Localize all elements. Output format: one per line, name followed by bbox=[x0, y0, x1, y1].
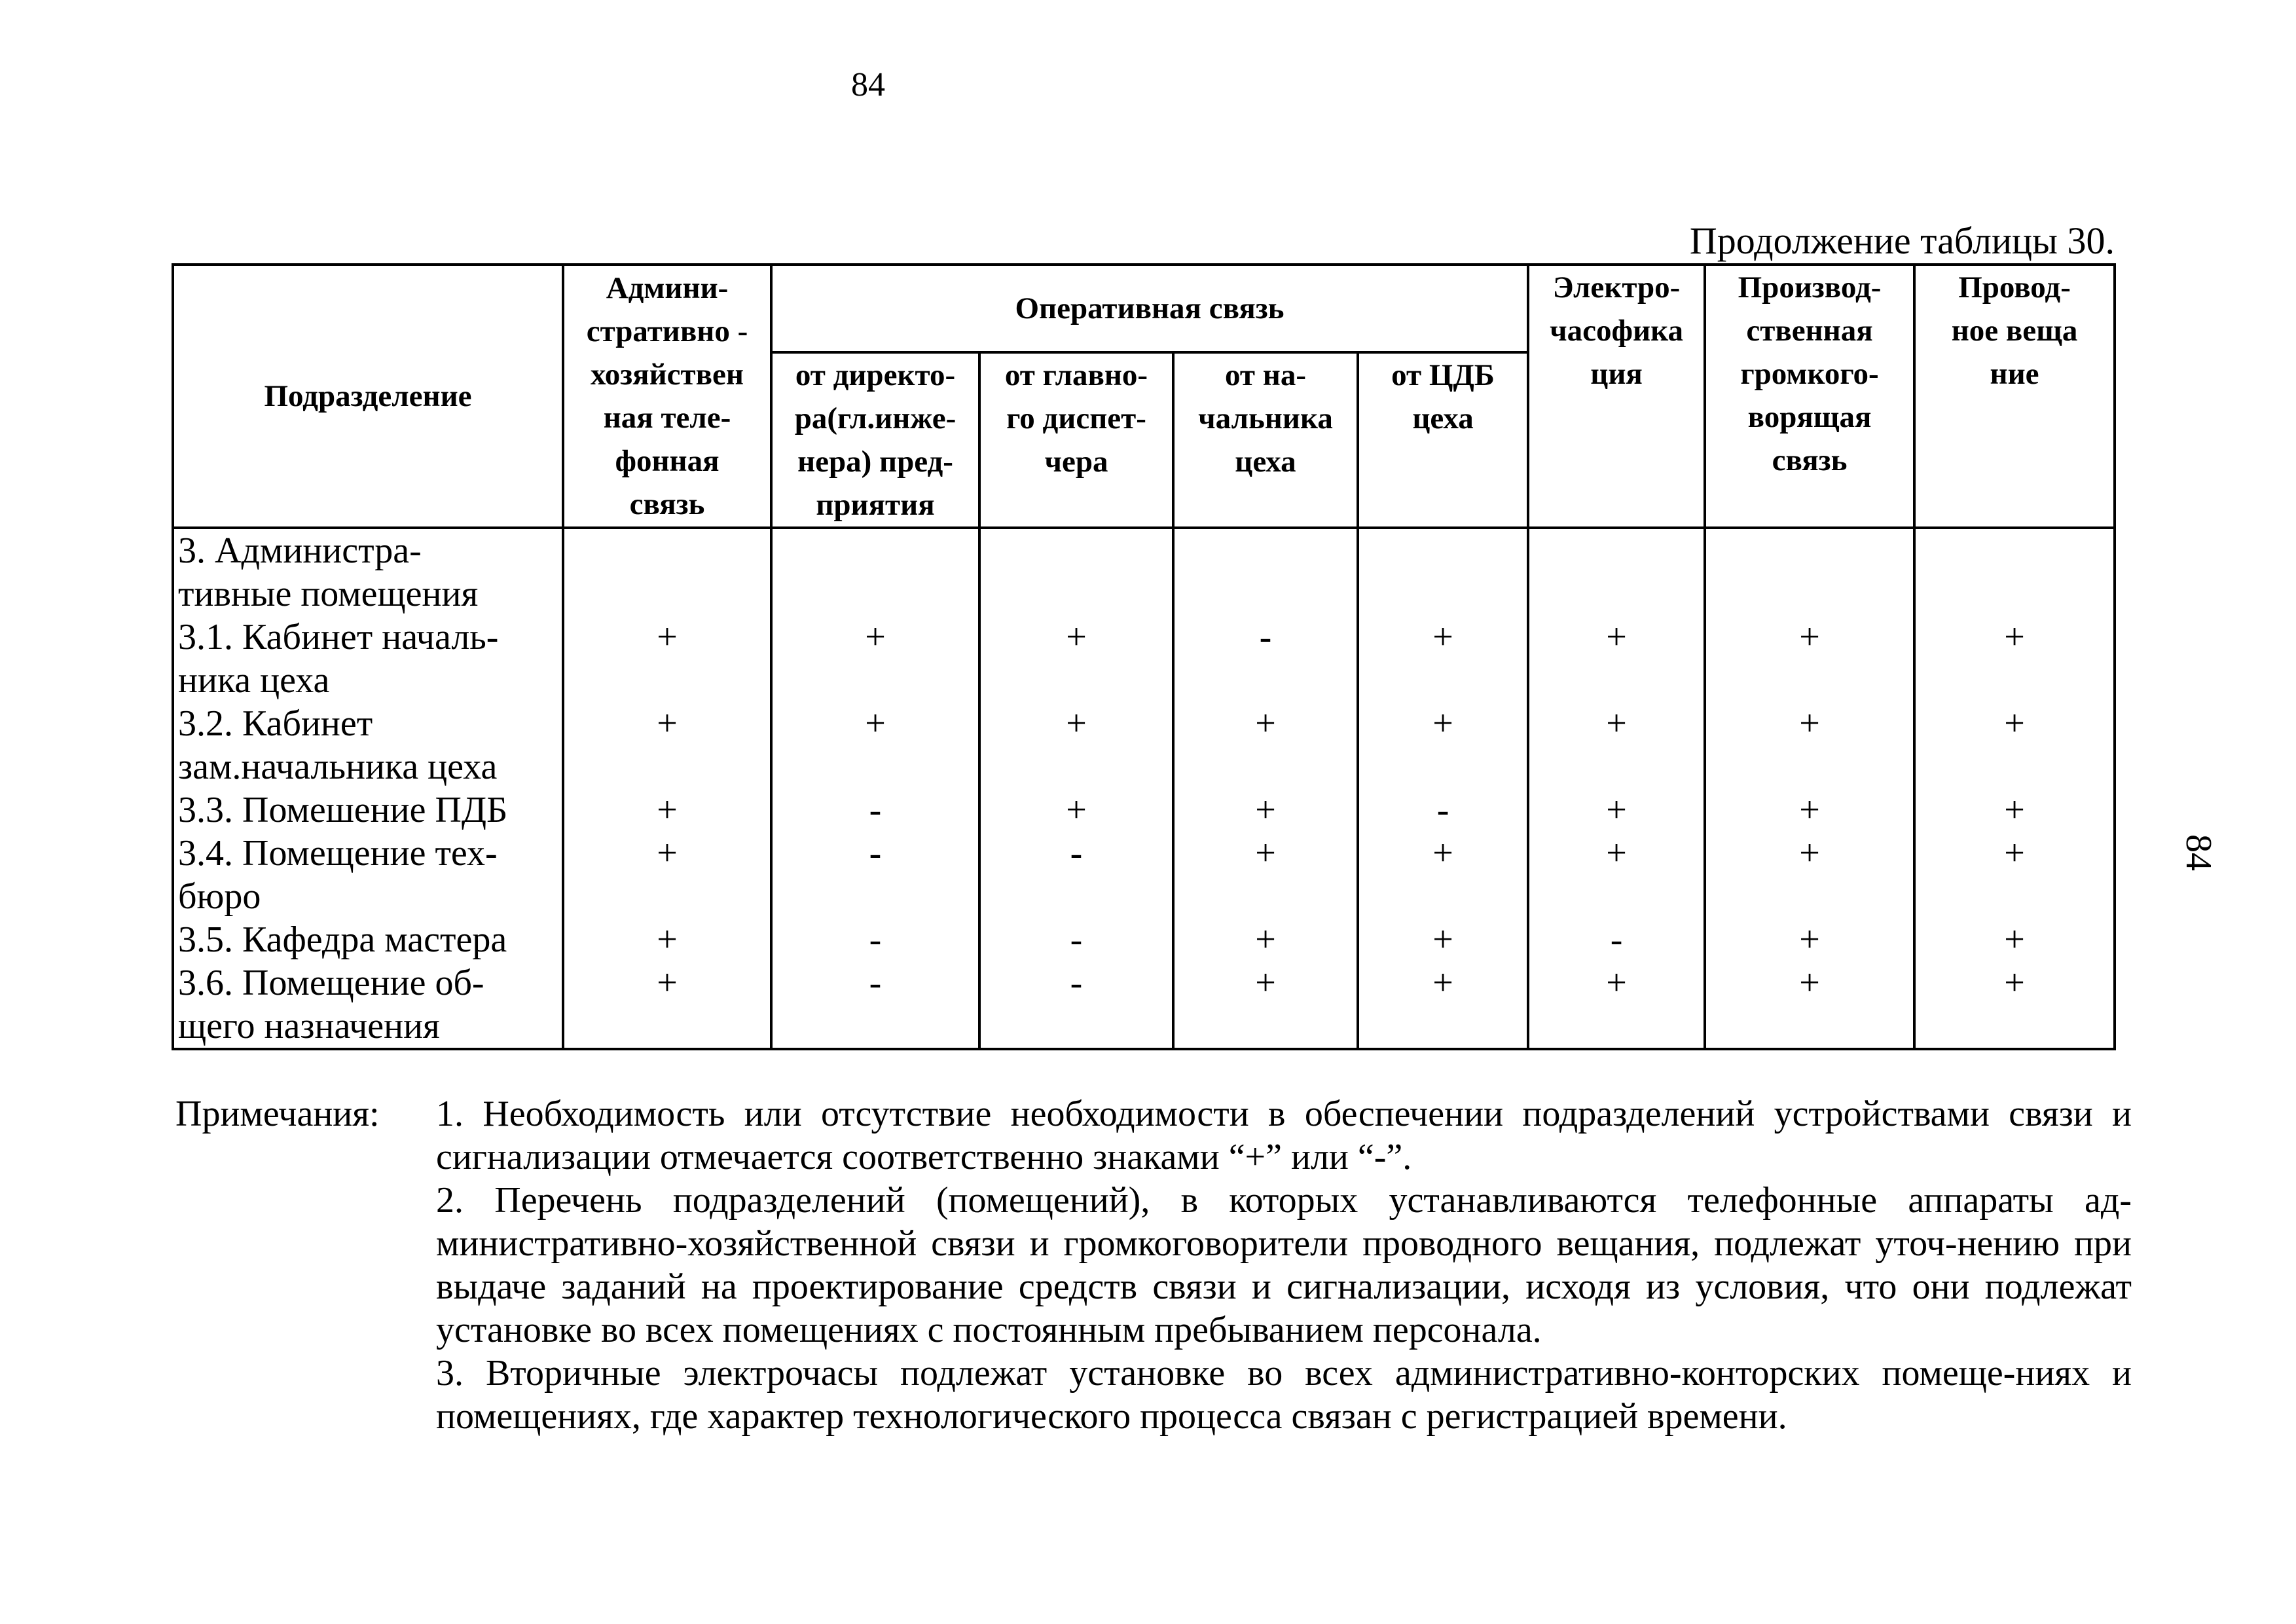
cell-value: + bbox=[563, 832, 771, 918]
row-name: 3.4. Помещение тех- бюро bbox=[173, 832, 563, 918]
row-name: 3.3. Помешение ПДБ bbox=[173, 788, 563, 832]
cell-value: + bbox=[1173, 832, 1358, 918]
cell-value: + bbox=[1173, 702, 1358, 788]
table-row bbox=[173, 788, 2115, 832]
cell-value: + bbox=[1705, 528, 1914, 702]
cell-value: + bbox=[1705, 832, 1914, 918]
notes-label: Примечания: bbox=[175, 1094, 380, 1134]
row-name: 3. Администра- тивные помещения 3.1. Кабинет началь- ника цеха bbox=[173, 528, 563, 702]
note-item: 2. Перечень подразделений (помещений), в которых устанавливаются телефонные аппараты ад-министративно-хозяйственной связи и громкоговорители проводного вещания, подлежат уточ-нению при выдаче заданий на проектирование средств связи и сигнализации, исходя из условия, что они подлежат установке во всех помещениях с постоянным пребыванием персонала. bbox=[436, 1180, 2132, 1350]
header-op-chief: от на- чальника цеха bbox=[1173, 352, 1358, 528]
note-item: 3. Вторичные электрочасы подлежат установке во всех административно-конторских помеще-ниях и помещениях, где характер технологического процесса связан с регистрацией времени. bbox=[436, 1353, 2132, 1437]
header-wired-broadcast: Провод- ное веща ние bbox=[1914, 265, 2115, 528]
cell-value: + bbox=[1705, 961, 1914, 1049]
header-admin-phone: Админи- стративно - хозяйствен ная теле- фонная связь bbox=[563, 265, 771, 528]
cell-value: - bbox=[1528, 918, 1705, 961]
cell-value: + bbox=[563, 918, 771, 961]
cell-value: + bbox=[1358, 918, 1528, 961]
table-row bbox=[173, 918, 2115, 961]
cell-value: + bbox=[1914, 702, 2115, 788]
row-name: 3.5. Кафедра мастера bbox=[173, 918, 563, 961]
header-operative-group: Оперативная связь bbox=[771, 265, 1528, 352]
cell-value: + bbox=[979, 788, 1173, 832]
cell-value: + bbox=[1173, 961, 1358, 1049]
header-division: Подразделение bbox=[173, 265, 563, 528]
cell-value: + bbox=[1914, 918, 2115, 961]
note-item: 1. Необходимость или отсутствие необходимости в обеспечении подразделений устройствами связи и сигнализации отмечается соответственно знаками “+” или “-”. bbox=[436, 1094, 2132, 1177]
cell-value: - bbox=[979, 832, 1173, 918]
cell-value: + bbox=[1173, 918, 1358, 961]
cell-value: + bbox=[771, 528, 979, 702]
cell-value: + bbox=[1358, 702, 1528, 788]
page-number-side: 84 bbox=[2178, 834, 2219, 871]
table-row bbox=[173, 961, 2115, 1049]
cell-value: + bbox=[1528, 528, 1705, 702]
table-row bbox=[173, 832, 2115, 918]
header-production-loudspeaker: Производ- ственная громкого- ворящая связь bbox=[1705, 265, 1914, 528]
cell-value: - bbox=[771, 961, 979, 1049]
cell-value: + bbox=[1705, 788, 1914, 832]
header-electro-clock: Электро- часофика ция bbox=[1528, 265, 1705, 528]
cell-value: + bbox=[1914, 961, 2115, 1049]
cell-value: + bbox=[1528, 961, 1705, 1049]
cell-value: + bbox=[979, 528, 1173, 702]
cell-value: + bbox=[1914, 528, 2115, 702]
cell-value: - bbox=[1358, 788, 1528, 832]
cell-value: - bbox=[771, 832, 979, 918]
table-row bbox=[173, 702, 2115, 788]
page-number-top: 84 bbox=[851, 66, 885, 103]
cell-value: - bbox=[979, 918, 1173, 961]
communications-table bbox=[172, 263, 2116, 1050]
cell-value: + bbox=[563, 702, 771, 788]
header-op-dispatcher: от главно- го диспет- чера bbox=[979, 352, 1173, 528]
cell-value: + bbox=[1358, 961, 1528, 1049]
cell-value: - bbox=[771, 918, 979, 961]
cell-value: - bbox=[771, 788, 979, 832]
cell-value: + bbox=[1705, 702, 1914, 788]
header-op-director: от директо- ра(гл.инже- нера) пред- приятия bbox=[771, 352, 979, 528]
cell-value: + bbox=[771, 702, 979, 788]
cell-value: - bbox=[979, 961, 1173, 1049]
cell-value: + bbox=[1358, 832, 1528, 918]
row-name: 3.2. Кабинет зам.начальника цеха bbox=[173, 702, 563, 788]
cell-value: + bbox=[979, 702, 1173, 788]
cell-value: + bbox=[1914, 832, 2115, 918]
table-continuation-caption: Продолжение таблицы 30. bbox=[1689, 219, 2115, 262]
cell-value: + bbox=[1528, 832, 1705, 918]
header-op-cdb: от ЦДБ цеха bbox=[1358, 352, 1528, 528]
cell-value: + bbox=[1528, 788, 1705, 832]
cell-value: - bbox=[1173, 528, 1358, 702]
notes-list bbox=[436, 1092, 2132, 1438]
cell-value: + bbox=[1528, 702, 1705, 788]
cell-value: + bbox=[1914, 788, 2115, 832]
cell-value: + bbox=[563, 528, 771, 702]
row-name: 3.6. Помещение об- щего назначения bbox=[173, 961, 563, 1049]
cell-value: + bbox=[1705, 918, 1914, 961]
cell-value: + bbox=[563, 961, 771, 1049]
cell-value: + bbox=[1173, 788, 1358, 832]
table-row bbox=[173, 528, 2115, 702]
cell-value: + bbox=[1358, 528, 1528, 702]
cell-value: + bbox=[563, 788, 771, 832]
